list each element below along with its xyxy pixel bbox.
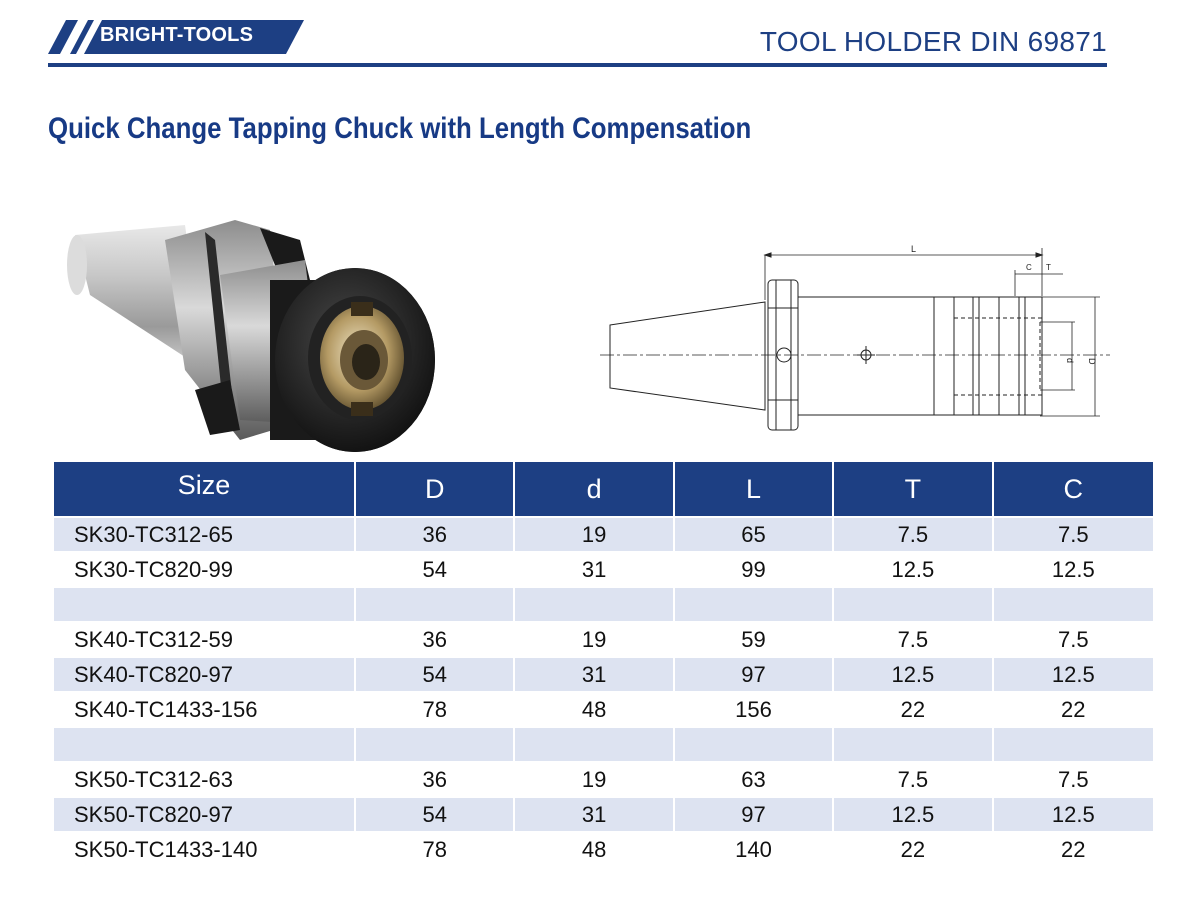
cell-C: 12.5 [994,796,1153,831]
table-row [54,831,1153,866]
product-heading: Quick Change Tapping Chuck with Length Compensation [48,112,752,145]
technical-drawing [595,240,1115,440]
cell-C [994,726,1153,761]
cell-size: SK50-TC820-97 [54,796,356,831]
cell-size: SK40-TC1433-156 [54,691,356,726]
table-row [54,586,1153,621]
cell-d: 19 [515,761,674,796]
cell-C: 7.5 [994,621,1153,656]
cell-d [515,586,674,621]
cell-C: 7.5 [994,761,1153,796]
cell-D: 78 [356,831,515,866]
cell-L: 97 [675,656,834,691]
label-C: C [1026,263,1032,272]
table-row [54,761,1153,796]
cell-L: 156 [675,691,834,726]
cell-C: 22 [994,691,1153,726]
table-row [54,621,1153,656]
cell-size [54,726,356,761]
label-L: L [911,244,917,254]
cell-D: 36 [356,761,515,796]
table-row [54,691,1153,726]
column-header-D: D [356,462,515,516]
cell-L [675,586,834,621]
cell-T [834,726,993,761]
cell-C: 7.5 [994,516,1153,551]
cell-T: 7.5 [834,621,993,656]
column-header-C: C [994,462,1153,516]
cell-T: 12.5 [834,551,993,586]
cell-D: 36 [356,621,515,656]
cell-L [675,726,834,761]
cell-T: 7.5 [834,516,993,551]
cell-C: 22 [994,831,1153,866]
cell-d: 48 [515,691,674,726]
table-header-row [54,462,1153,516]
cell-L: 59 [675,621,834,656]
cell-D [356,726,515,761]
label-d: d [1065,358,1075,364]
cell-D: 36 [356,516,515,551]
cell-size: SK30-TC312-65 [54,516,356,551]
cell-D [356,586,515,621]
column-header-T: T [834,462,993,516]
document-title: TOOL HOLDER DIN 69871 [759,26,1107,57]
cell-size [54,586,356,621]
cell-T: 12.5 [834,656,993,691]
cell-size: SK30-TC820-99 [54,551,356,586]
cell-L: 63 [675,761,834,796]
cell-size: SK40-TC312-59 [54,621,356,656]
cell-size: SK50-TC1433-140 [54,831,356,866]
cell-d: 19 [515,516,674,551]
table-row [54,726,1153,761]
spec-table [54,462,1153,866]
table-row [54,796,1153,831]
cell-C: 12.5 [994,656,1153,691]
brand-logo [48,18,304,56]
cell-T: 7.5 [834,761,993,796]
table-row [54,551,1153,586]
cell-d: 19 [515,621,674,656]
cell-size: SK50-TC312-63 [54,761,356,796]
cell-C [994,586,1153,621]
column-header-d: d [515,462,674,516]
label-D: D [1087,358,1097,365]
header-divider [48,63,1107,67]
column-header-size: Size [54,462,356,516]
cell-D: 54 [356,656,515,691]
cell-T: 22 [834,831,993,866]
table-row [54,516,1153,551]
cell-D: 78 [356,691,515,726]
cell-d: 31 [515,656,674,691]
cell-T: 22 [834,691,993,726]
cell-T [834,586,993,621]
cell-size: SK40-TC820-97 [54,656,356,691]
cell-d [515,726,674,761]
cell-d: 31 [515,796,674,831]
cell-D: 54 [356,551,515,586]
cell-L: 140 [675,831,834,866]
cell-d: 31 [515,551,674,586]
cell-L: 97 [675,796,834,831]
table-row [54,656,1153,691]
product-photo [55,220,435,455]
column-header-L: L [675,462,834,516]
cell-d: 48 [515,831,674,866]
label-T: T [1046,263,1051,272]
brand-name: BRIGHT-TOOLS [100,24,254,46]
cell-L: 99 [675,551,834,586]
cell-T: 12.5 [834,796,993,831]
cell-L: 65 [675,516,834,551]
cell-D: 54 [356,796,515,831]
cell-C: 12.5 [994,551,1153,586]
